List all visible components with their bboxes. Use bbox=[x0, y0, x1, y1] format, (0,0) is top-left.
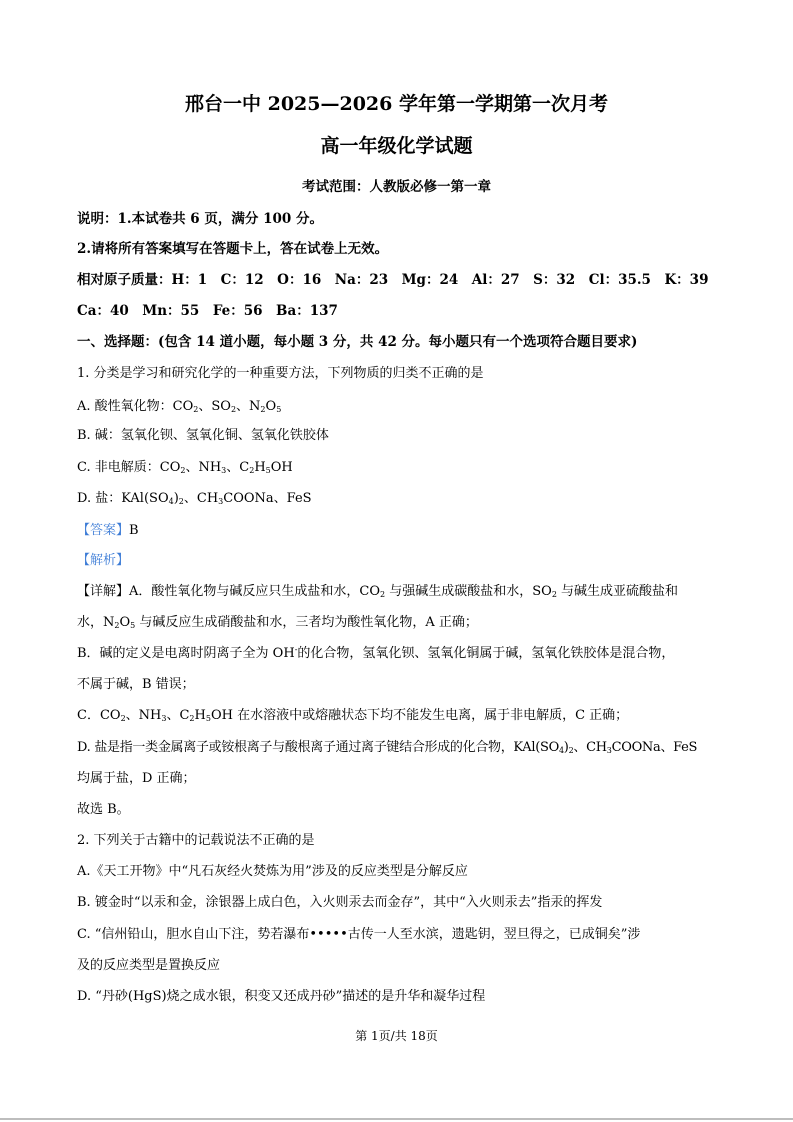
q1-explanation-line-3: B．碱的定义是电离时阴离子全为 OH-的化合物，氢氧化钡、氢氧化铜属于碱，氢氧化铁胶体是混合物， bbox=[77, 645, 675, 661]
exam-subtitle: 高一年级化学试题 bbox=[320, 135, 473, 157]
q1-option-c: C. 非电解质：$CO_2$、$NH_3$、$C_2H_5OH$ bbox=[77, 460, 293, 475]
detail-tag: 【详解】 bbox=[77, 584, 130, 599]
q2-stem: 2. 下列关于古籍中的记载说法不正确的是 bbox=[77, 833, 315, 848]
analysis-tag: 【解析】 bbox=[77, 553, 130, 568]
q1-option-d-label: D. 盐： bbox=[77, 491, 122, 506]
q1-conclusion: 故选 B。 bbox=[77, 802, 130, 817]
instruction-line-1: 说明：1.本试卷共 6 页，满分 100 分。 bbox=[77, 211, 323, 227]
answer-tag: 【答案】 bbox=[77, 523, 130, 538]
exam-title: 邢台一中 2025—2026 学年第一学期第一次月考 bbox=[185, 93, 608, 115]
atomic-mass-line-1: 相对原子质量：H：1 C：12 O：16 Na：23 Mg：24 Al：27 S：32 Cl：35.5 K：39 bbox=[77, 272, 709, 288]
q1-option-d: D. 盐：$KAl(SO_4)_2$、$CH_3COONa$、FeS bbox=[77, 491, 312, 506]
q1-explanation-line-7: 均属于盐，D 正确； bbox=[77, 771, 196, 786]
instruction-line-2: 2.请将所有答案填写在答题卡上，答在试卷上无效。 bbox=[77, 241, 389, 257]
section-heading: 一、选择题：(包含 14 道小题，每小题 3 分，共 42 分。每小题只有一个选项符合题目要求) bbox=[77, 334, 638, 350]
q2-option-c-line-1: C. “信州铅山，胆水自山下注，势若瀑布•••••古传一人至水滨，遗匙钥，翌旦得之，已成铜矣”涉 bbox=[77, 927, 641, 942]
q1-explanation-line-2: 水，$N_2O_5$ 与碱反应生成硝酸盐和水，三者均为酸性氧化物，A 正确； bbox=[77, 615, 478, 630]
q1-option-a: A. 酸性氧化物：$CO_2$、$SO_2$、$N_2O_5$ bbox=[77, 399, 282, 414]
exam-scope: 考试范围：人教版必修一第一章 bbox=[302, 179, 491, 195]
q1-explanation-line-6: D. 盐是指一类金属离子或铵根离子与酸根离子通过离子键结合形成的化合物，$KAl(SO_4)_2$、$CH_3COONa$、FeS bbox=[77, 740, 698, 755]
page-footer: 第 1页/共 18页 bbox=[355, 1029, 438, 1043]
q1-explanation-line-4: 不属于碱，B 错误； bbox=[77, 677, 195, 692]
q1-answer bbox=[77, 522, 139, 540]
q2-option-a: A.《天工开物》中“凡石灰经火焚炼为用”涉及的反应类型是分解反应 bbox=[77, 864, 468, 879]
q1-explanation-line-5: C．$CO_2$、$NH_3$、$C_2H_5OH$ 在水溶液中或熔融状态下均不能发生电离，属于非电解质，C 正确； bbox=[77, 708, 629, 723]
q1-stem: 1. 分类是学习和研究化学的一种重要方法，下列物质的归类不正确的是 bbox=[77, 366, 484, 381]
q2-option-b: B. 镀金时“以汞和金，涂银器上成白色，入火则汞去而金存”，其中“入火则汞去”指汞的挥发 bbox=[77, 895, 603, 910]
q1-explanation-line-1: 【详解】A．酸性氧化物与碱反应只生成盐和水，$CO_2$ 与强碱生成碳酸盐和水，$SO_2$ 与碱生成亚硫酸盐和 bbox=[77, 584, 679, 599]
q1-option-b: B. 碱：氢氧化钡、氢氧化铜、氢氧化铁胶体 bbox=[77, 428, 329, 443]
atomic-mass-line-2: Ca：40 Mn：55 Fe：56 Ba：137 bbox=[77, 303, 338, 319]
page-bottom-divider bbox=[0, 1118, 793, 1120]
q1-option-c-label: C. 非电解质： bbox=[77, 460, 160, 475]
answer-value: B bbox=[129, 523, 139, 538]
q2-option-c-line-2: 及的反应类型是置换反应 bbox=[77, 958, 221, 973]
q1-option-a-label: A. 酸性氧化物： bbox=[77, 399, 173, 414]
q2-option-d: D. “丹砂(HgS)烧之成水银，积变又还成丹砂”描述的是升华和凝华过程 bbox=[77, 989, 486, 1004]
